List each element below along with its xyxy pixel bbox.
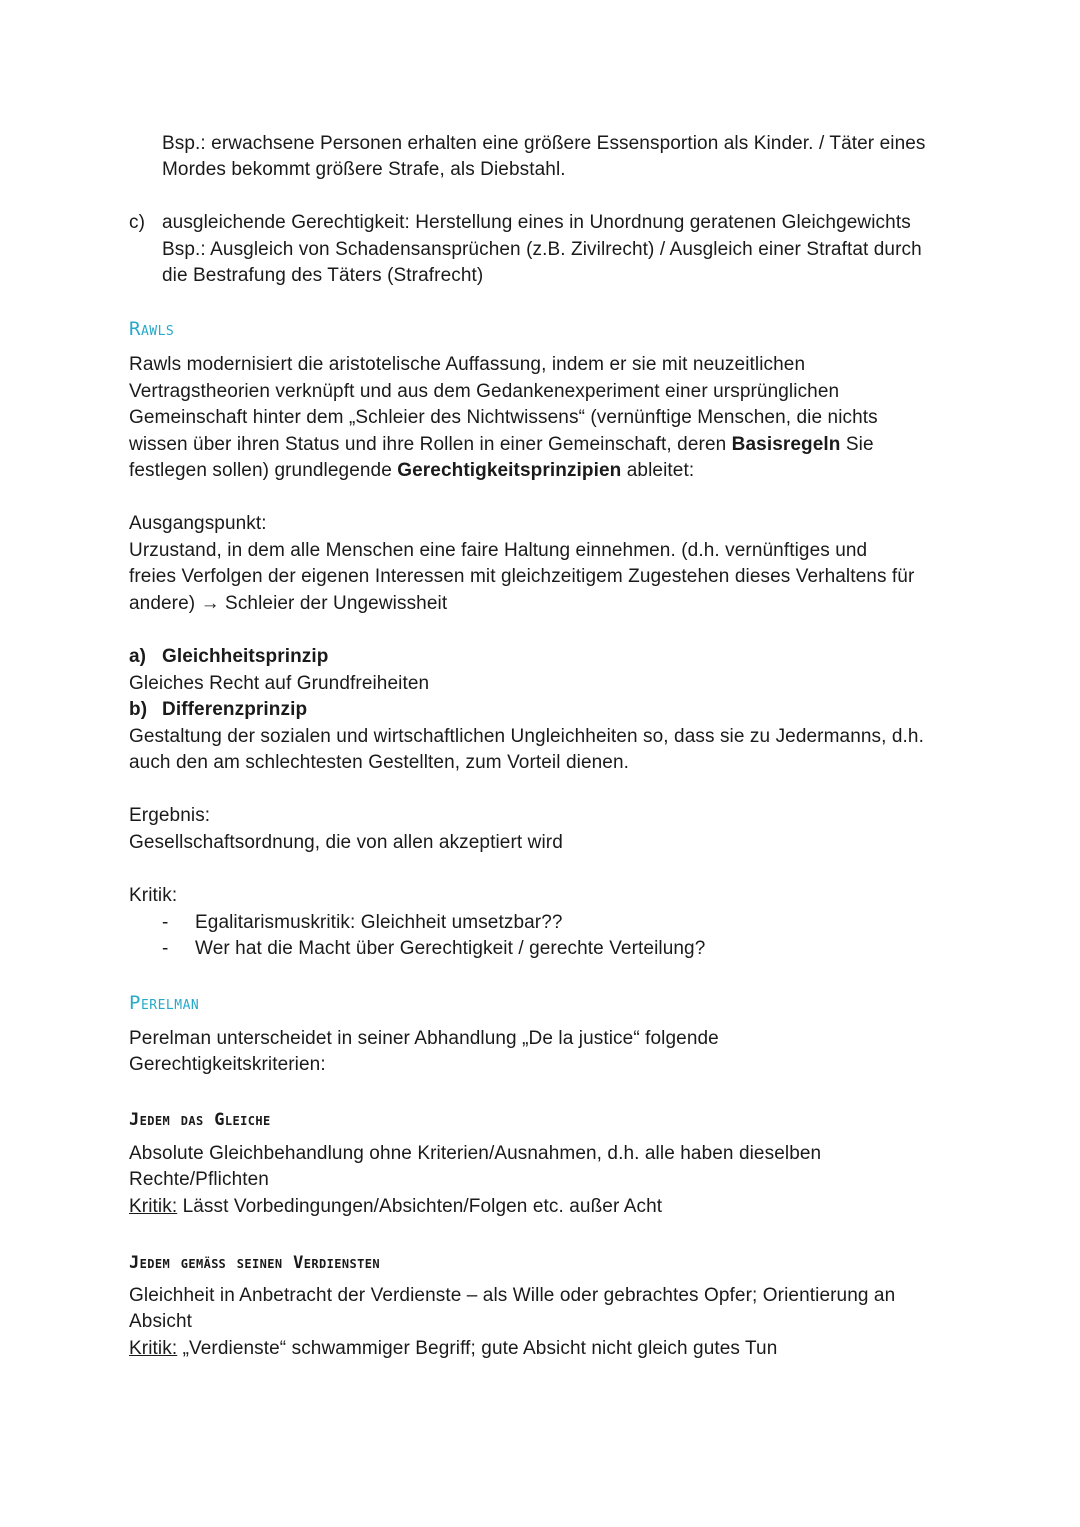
paragraph-line: Absicht [129, 1311, 193, 1332]
label-kritik: Kritik: [129, 885, 178, 906]
text-run: festlegen sollen) grundlegende [129, 460, 398, 481]
critique-line [129, 1336, 777, 1363]
paragraph-line: Rawls modernisiert die aristotelische Auffassung, indem er sie mit neuzeitlichen [129, 354, 806, 375]
text-run: Sie [840, 434, 874, 455]
principle-text: Gleiches Recht auf Grundfreiheiten [129, 673, 430, 694]
paragraph-line: Vertragstheorien verknüpft und aus dem Gedankenexperiment einer ursprünglichen [129, 381, 840, 402]
label-ausgangspunkt: Ausgangspunkt: [129, 513, 267, 534]
item-c-text: Bsp.: Ausgleich von Schadensansprüchen (z.B. Zivilrecht) / Ausgleich einer Straftat durch [162, 239, 922, 260]
paragraph-line: Perelman unterscheidet in seiner Abhandlung „De la justice“ folgende [129, 1028, 719, 1049]
paragraph-line: Gleichheit in Anbetracht der Verdienste – als Wille oder gebrachtes Opfer; Orientierung an [129, 1285, 896, 1306]
bullet-dash: - [162, 912, 169, 933]
critique-label: Kritik: [129, 1196, 178, 1217]
text-run: ableitet: [621, 460, 695, 481]
bold-term: Gerechtigkeitsprinzipien [397, 460, 622, 481]
example-line: Bsp.: erwachsene Personen erhalten eine größere Essensportion als Kinder. / Täter eines [162, 133, 926, 154]
example-line: Mordes bekommt größere Strafe, als Diebstahl. [162, 159, 566, 180]
subheading-jedem-das-gleiche: Jedem das Gleiche [129, 1110, 271, 1130]
list-item: Wer hat die Macht über Gerechtigkeit / gerechte Verteilung? [195, 938, 706, 959]
list-marker: a) [129, 646, 147, 667]
principle-text: auch den am schlechtesten Gestellten, zum Vorteil dienen. [129, 752, 629, 773]
section-heading-rawls: Rawls [129, 318, 175, 340]
list-item: Egalitarismuskritik: Gleichheit umsetzbar?? [195, 912, 563, 933]
item-c-text: die Bestrafung des Täters (Strafrecht) [162, 265, 484, 286]
critique-text: „Verdienste“ schwammiger Begriff; gute Absicht nicht gleich gutes Tun [177, 1338, 778, 1359]
principle-title: Differenzprinzip [162, 699, 308, 720]
label-ergebnis: Ergebnis: [129, 805, 211, 826]
paragraph-line: andere) → Schleier der Ungewissheit [129, 593, 448, 614]
result-text: Gesellschaftsordnung, die von allen akzeptiert wird [129, 832, 563, 853]
paragraph-line: Rechte/Pflichten [129, 1169, 269, 1190]
list-marker: b) [129, 699, 148, 720]
list-marker: c) [129, 212, 146, 233]
critique-line [129, 1194, 662, 1221]
critique-text: Lässt Vorbedingungen/Absichten/Folgen etc. außer Acht [177, 1196, 663, 1217]
paragraph-line: Urzustand, in dem alle Menschen eine faire Haltung einnehmen. (d.h. vernünftiges und [129, 540, 868, 561]
paragraph-line: Gerechtigkeitskriterien: [129, 1054, 326, 1075]
critique-label: Kritik: [129, 1338, 178, 1359]
principle-title: Gleichheitsprinzip [162, 646, 329, 667]
paragraph-line: Gemeinschaft hinter dem „Schleier des Nichtwissens“ (vernünftige Menschen, die nichts [129, 407, 878, 428]
paragraph-line [129, 432, 874, 459]
paragraph-line: Absolute Gleichbehandlung ohne Kriterien/Ausnahmen, d.h. alle haben dieselben [129, 1143, 822, 1164]
principle-text: Gestaltung der sozialen und wirtschaftlichen Ungleichheiten so, dass sie zu Jedermanns, d.h. [129, 726, 924, 747]
item-c-text: ausgleichende Gerechtigkeit: Herstellung eines in Unordnung geratenen Gleichgewichts [162, 212, 911, 233]
subheading-jedem-gemaess-verdiensten: Jedem gemäß seinen Verdiensten [129, 1253, 381, 1273]
paragraph-line [129, 458, 694, 485]
bullet-dash: - [162, 938, 169, 959]
section-heading-perelman: Perelman [129, 992, 200, 1014]
text-run: wissen über ihren Status und ihre Rollen in einer Gemeinschaft, deren [129, 434, 732, 455]
paragraph-line: freies Verfolgen der eigenen Interessen mit gleichzeitigem Zugestehen dieses Verhaltens für [129, 566, 915, 587]
bold-term: Basisregeln [731, 434, 841, 455]
